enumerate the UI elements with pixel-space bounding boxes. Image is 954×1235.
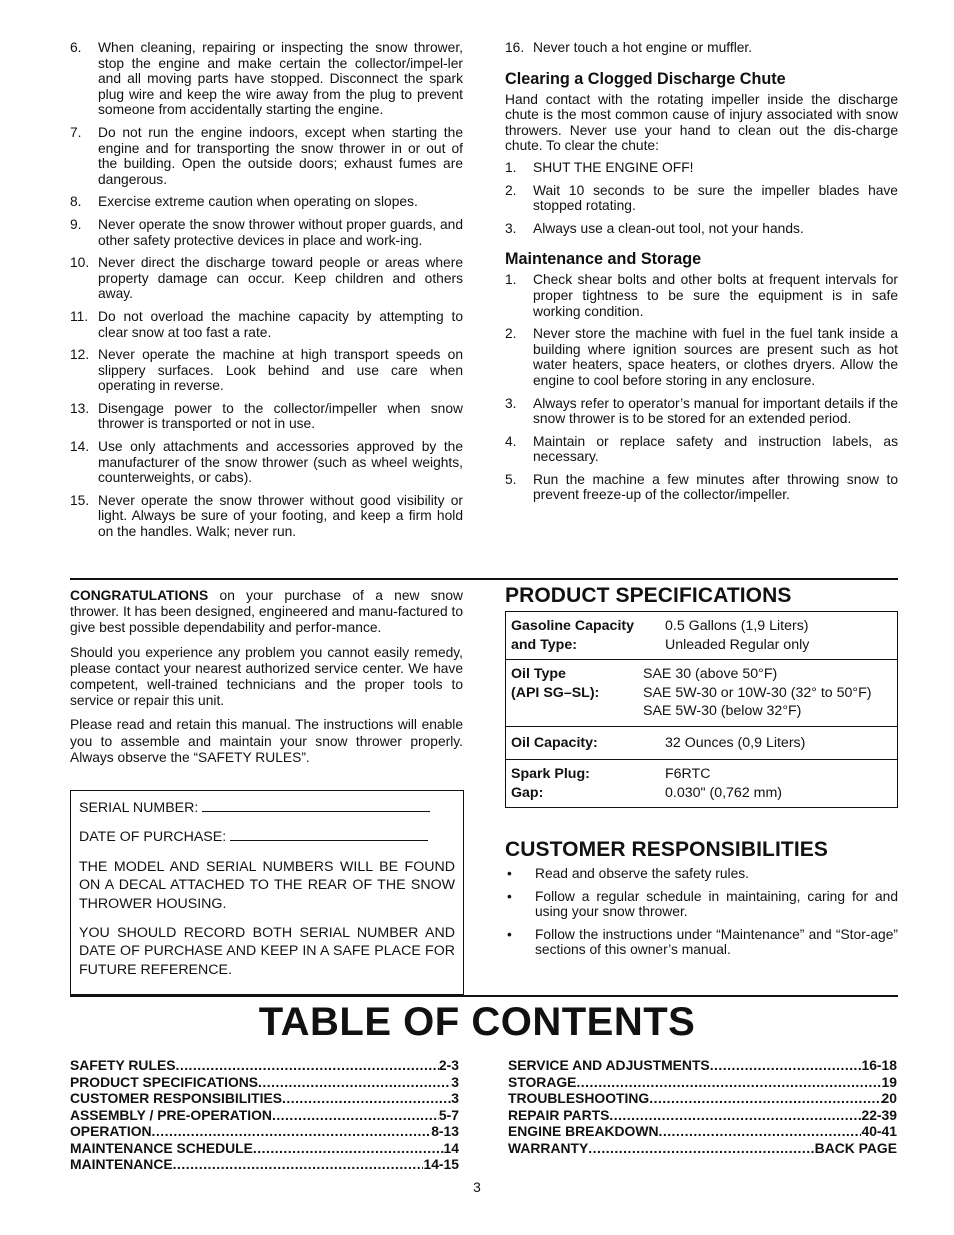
toc-entry[interactable]: WARRANTY ..... BACK PAGE — [508, 1140, 897, 1157]
toc-entry[interactable]: PRODUCT SPECIFICATIONS ..... 3 — [70, 1074, 459, 1091]
storage-step: 5. Run the machine a few minutes after throwing snow to prevent freeze-up of the collector/impeller. — [505, 471, 898, 503]
maintenance-storage-heading: Maintenance and Storage — [505, 250, 702, 269]
record-note: YOU SHOULD RECORD BOTH SERIAL NUMBER AND DATE OF PURCHASE AND KEEP IN A SAFE PLACE FOR FUTURE REFERENCE. — [79, 925, 455, 978]
toc-entry[interactable]: CUSTOMER RESPONSIBILITIES ..... 3 — [70, 1090, 459, 1107]
toc-entry[interactable]: SAFETY RULES ..... 2-3 — [70, 1057, 459, 1074]
toc-entry[interactable]: ASSEMBLY / PRE-OPERATION ..... 5-7 — [70, 1107, 459, 1124]
chute-step: 3. Always use a clean-out tool, not your hands. — [505, 220, 804, 236]
toc-right-column — [508, 1057, 897, 1156]
chute-step: 2. Wait 10 seconds to be sure the impeller blades have stopped rotating. — [505, 182, 898, 214]
clogged-chute-intro: Hand contact with the rotating impeller inside the discharge chute is the most common cause of injury associated with snow throwers. Never use your hand to clean out the dis-charge chute. To clear the chute: — [505, 91, 898, 154]
safety-rule: 6. When cleaning, repairing or inspecting the snow thrower, stop the engine and make certain the collector/impel-ler and all moving parts have stopped. Disconnect the spark plug wire and keep the wire away from the plug to prevent someone from accidentally starting the engine. — [70, 40, 463, 118]
safety-rule: 15. Never operate the snow thrower without good visibility or light. Always be sure of your footing, and keep a firm hold on the handles. Walk; never run. — [70, 492, 463, 540]
responsibilities-list — [505, 866, 898, 965]
spec-row-spark-plug: Spark Plug: Gap: F6RTC 0.030" (0,762 mm) — [506, 759, 897, 807]
list-item: • Read and observe the safety rules. — [507, 866, 749, 881]
toc-entry[interactable]: ENGINE BREAKDOWN ..... 40-41 — [508, 1123, 897, 1140]
safety-rule: 11. Do not overload the machine capacity by attempting to clear snow at too fast a rate. — [70, 308, 463, 340]
storage-step: 2. Never store the machine with fuel in the fuel tank inside a building where ignition sources are present such as hot water heaters, space heaters, or clothes dryers. Allow the engine to cool before storing in any enclosure. — [505, 326, 898, 388]
safety-rule: 13. Disengage power to the collector/impeller when snow thrower is transported or not in use. — [70, 400, 463, 432]
spec-table — [505, 611, 898, 808]
congratulations-paragraph: CONGRATULATIONS on your purchase of a new snow thrower. It has been designed, engineered and manu-factured to give best possible dependability and perfor-mance. — [70, 588, 463, 636]
safety-rule: 7. Do not run the engine indoors, except when starting the engine and for transporting the snow thrower in or out of the building. Open the outside doors; exhaust fumes are dangerous. — [70, 124, 463, 187]
table-of-contents-title: TABLE OF CONTENTS — [258, 1000, 696, 1044]
toc-left-column — [70, 1057, 459, 1173]
safety-rules-continued — [70, 40, 463, 547]
spec-row-oil-capacity: Oil Capacity: 32 Ounces (0,9 Liters) — [506, 726, 897, 760]
storage-step: 1. Check shear bolts and other bolts at frequent intervals for proper tightness to be sure the equipment is in safe working condition. — [505, 272, 898, 319]
storage-step: 4. Maintain or replace safety and instruction labels, as necessary. — [505, 433, 898, 465]
safety-rule: 14. Use only attachments and accessories approved by the manufacturer of the snow thrower (such as wheel weights, counterweights, or cabs). — [70, 439, 463, 486]
spec-row-gasoline: Gasoline Capacity and Type: 0.5 Gallons (1,9 Liters) Unleaded Regular only — [511, 618, 810, 653]
toc-entry[interactable]: MAINTENANCE SCHEDULE ..... 14 — [70, 1140, 459, 1157]
right-column-rules — [505, 40, 898, 510]
section-divider — [70, 995, 898, 997]
list-item: • Follow the instructions under “Maintenance” and “Stor-age” sections of this owner’s manual. — [507, 926, 898, 958]
product-specifications-title: PRODUCT SPECIFICATIONS — [505, 584, 792, 607]
clogged-chute-heading: Clearing a Clogged Discharge Chute — [505, 69, 786, 88]
section-divider — [70, 578, 898, 580]
toc-entry[interactable]: STORAGE ..... 19 — [508, 1074, 897, 1091]
safety-rule: 10. Never direct the discharge toward people or areas where property damage can occur. Keep children and others away. — [70, 255, 463, 302]
model-serial-note: THE MODEL AND SERIAL NUMBERS WILL BE FOUND ON A DECAL ATTACHED TO THE REAR OF THE SNOW THROWER HOUSING. — [79, 858, 455, 912]
list-item: • Follow a regular schedule in maintaining, caring for and using your snow thrower. — [507, 888, 898, 920]
safety-rule: 12. Never operate the machine at high transport speeds on slippery surfaces. Look behind and use care when operating in reverse. — [70, 347, 463, 394]
intro-section — [70, 588, 463, 774]
storage-step: 3. Always refer to operator’s manual for important details if the snow thrower is to be stored for an extended period. — [505, 395, 898, 427]
retain-manual-paragraph: Please read and retain this manual. The instructions will enable you to assemble and maintain your snow thrower properly. Always observe the “SAFETY RULES”. — [70, 717, 463, 765]
page-number: 3 — [473, 1180, 481, 1195]
safety-rule: 9. Never operate the snow thrower without proper guards, and other safety protective devices in place and work-ing. — [70, 216, 463, 248]
date-of-purchase-field[interactable] — [230, 828, 428, 841]
serial-number-line: SERIAL NUMBER: — [79, 799, 455, 817]
toc-entry[interactable]: OPERATION ..... 8-13 — [70, 1123, 459, 1140]
customer-responsibilities-title: CUSTOMER RESPONSIBILITIES — [505, 838, 828, 861]
toc-entry[interactable]: SERVICE AND ADJUSTMENTS ..... 16-18 — [508, 1057, 897, 1074]
safety-rule: 8. Exercise extreme caution when operating on slopes. — [70, 194, 418, 210]
toc-entry[interactable]: MAINTENANCE ..... 14-15 — [70, 1156, 459, 1173]
safety-rule: 16. Never touch a hot engine or muffler. — [505, 40, 753, 55]
serial-number-field[interactable] — [202, 799, 430, 812]
spec-row-oil-type: Oil Type (API SG–SL): SAE 30 (above 50°F) SAE 5W-30 or 10W-30 (32° to 50°F) SAE 5W-30 (below 32°F) — [506, 659, 897, 726]
service-paragraph: Should you experience any problem you cannot easily remedy, please contact your nearest authorized service center. We have competent, well-trained technicians and the proper tools to service or repair this unit. — [70, 644, 463, 709]
record-box — [70, 790, 464, 995]
toc-entry[interactable]: TROUBLESHOOTING ..... 20 — [508, 1090, 897, 1107]
toc-entry[interactable]: REPAIR PARTS ..... 22-39 — [508, 1107, 897, 1124]
chute-step: 1. SHUT THE ENGINE OFF! — [505, 159, 694, 175]
date-of-purchase-line: DATE OF PURCHASE: — [79, 828, 455, 846]
